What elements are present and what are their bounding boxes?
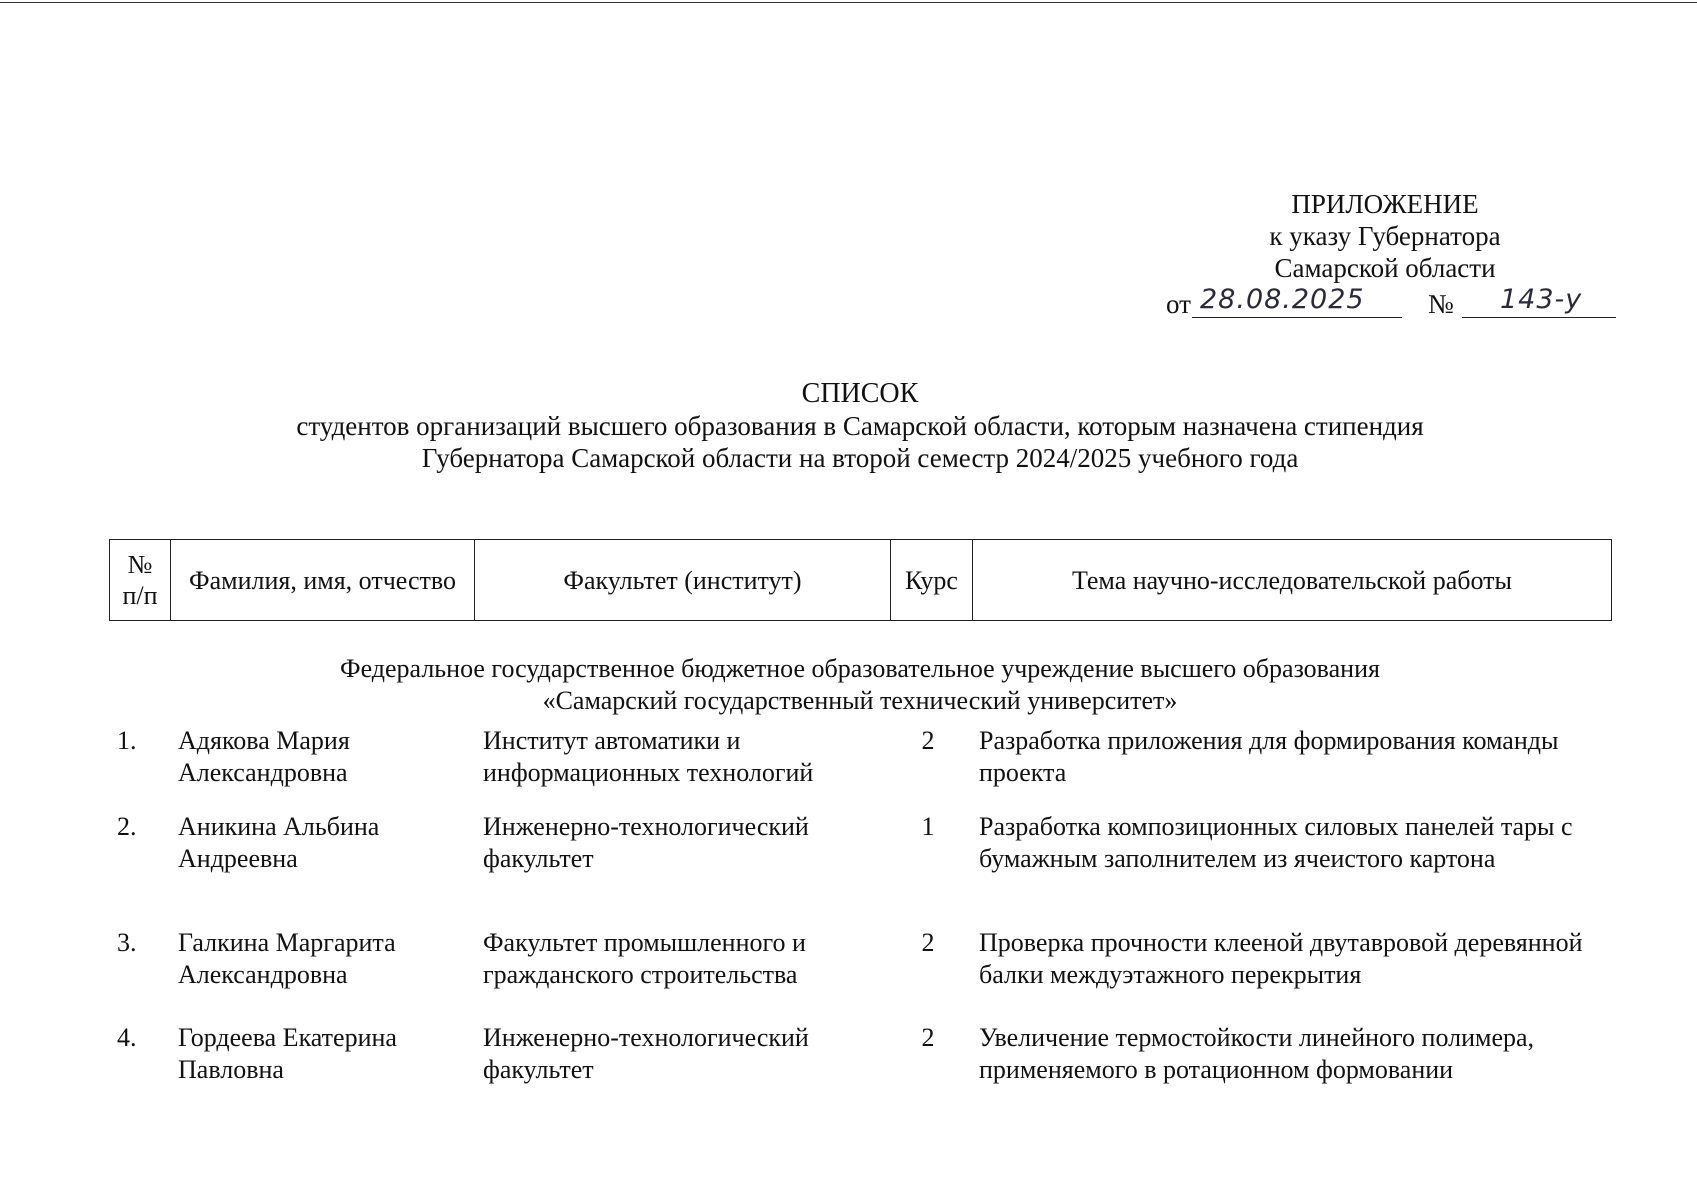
organization-block — [200, 653, 1520, 717]
student-name: Галкина Маргарита Александровна — [178, 928, 396, 989]
header-name: Фамилия, имя, отчество — [171, 540, 475, 621]
organization-line-1: Федеральное государственное бюджетное образовательное учреждение высшего образования — [340, 654, 1380, 683]
student-course: 2 — [921, 1023, 935, 1052]
student-name: Гордеева Екатерина Павловна — [178, 1023, 397, 1084]
student-topic: Разработка приложения для формирования команды проекта — [979, 726, 1559, 787]
appendix-line-1: к указу Губернатора — [1269, 221, 1501, 251]
student-topic: Разработка композиционных силовых панелей тары с бумажным заполнителем из ячеистого картона — [979, 812, 1573, 873]
document-subtitle-line-1: студентов организаций высшего образования в Самарской области, которым назначена стипендия — [296, 411, 1424, 441]
header-num: № п/п — [110, 540, 171, 621]
header-topic: Тема научно-исследовательской работы — [973, 540, 1612, 621]
student-num: 1. — [117, 726, 137, 755]
student-course: 2 — [921, 928, 935, 957]
appendix-title: ПРИЛОЖЕНИЕ — [1291, 189, 1479, 219]
student-faculty: Институт автоматики и информационных технологий — [483, 726, 814, 787]
header-faculty: Факультет (институт) — [475, 540, 891, 621]
organization-line-2: «Самарский государственный технический университет» — [542, 686, 1178, 715]
top-rule — [0, 2, 1697, 3]
document-title-block — [160, 378, 1560, 474]
student-faculty: Инженерно-технологический факультет — [483, 1023, 809, 1084]
document-subtitle-line-2: Губернатора Самарской области на второй семестр 2024/2025 учебного года — [421, 443, 1299, 473]
appendix-line-2: Самарской области — [1274, 253, 1496, 283]
handwritten-date: 28.08.2025 — [1200, 284, 1365, 315]
student-faculty: Факультет промышленного и гражданского строительства — [483, 928, 806, 989]
student-num: 4. — [117, 1023, 137, 1052]
date-field — [1192, 283, 1402, 318]
student-faculty: Инженерно-технологический факультет — [483, 812, 809, 873]
number-field — [1462, 283, 1616, 318]
student-course: 1 — [921, 812, 935, 841]
student-topic: Проверка прочности клееной двутавровой деревянной балки междуэтажного перекрытия — [979, 928, 1583, 989]
header-row — [110, 540, 1612, 621]
student-num: 2. — [117, 812, 137, 841]
student-num: 3. — [117, 928, 137, 957]
student-course: 2 — [921, 726, 935, 755]
list-header-table — [109, 539, 1612, 621]
header-course: Курс — [891, 540, 973, 621]
student-name: Адякова Мария Александровна — [178, 726, 350, 787]
handwritten-number: 143-у — [1500, 284, 1583, 315]
decree-reference — [1166, 283, 1616, 323]
document-title: СПИСОК — [801, 378, 919, 409]
student-name: Аникина Альбина Андреевна — [178, 812, 380, 873]
from-label: от — [1166, 289, 1191, 319]
number-label: № — [1428, 289, 1454, 319]
appendix-block — [1150, 188, 1620, 284]
student-topic: Увеличение термостойкости линейного полимера, применяемого в ротационном формовании — [979, 1023, 1535, 1084]
